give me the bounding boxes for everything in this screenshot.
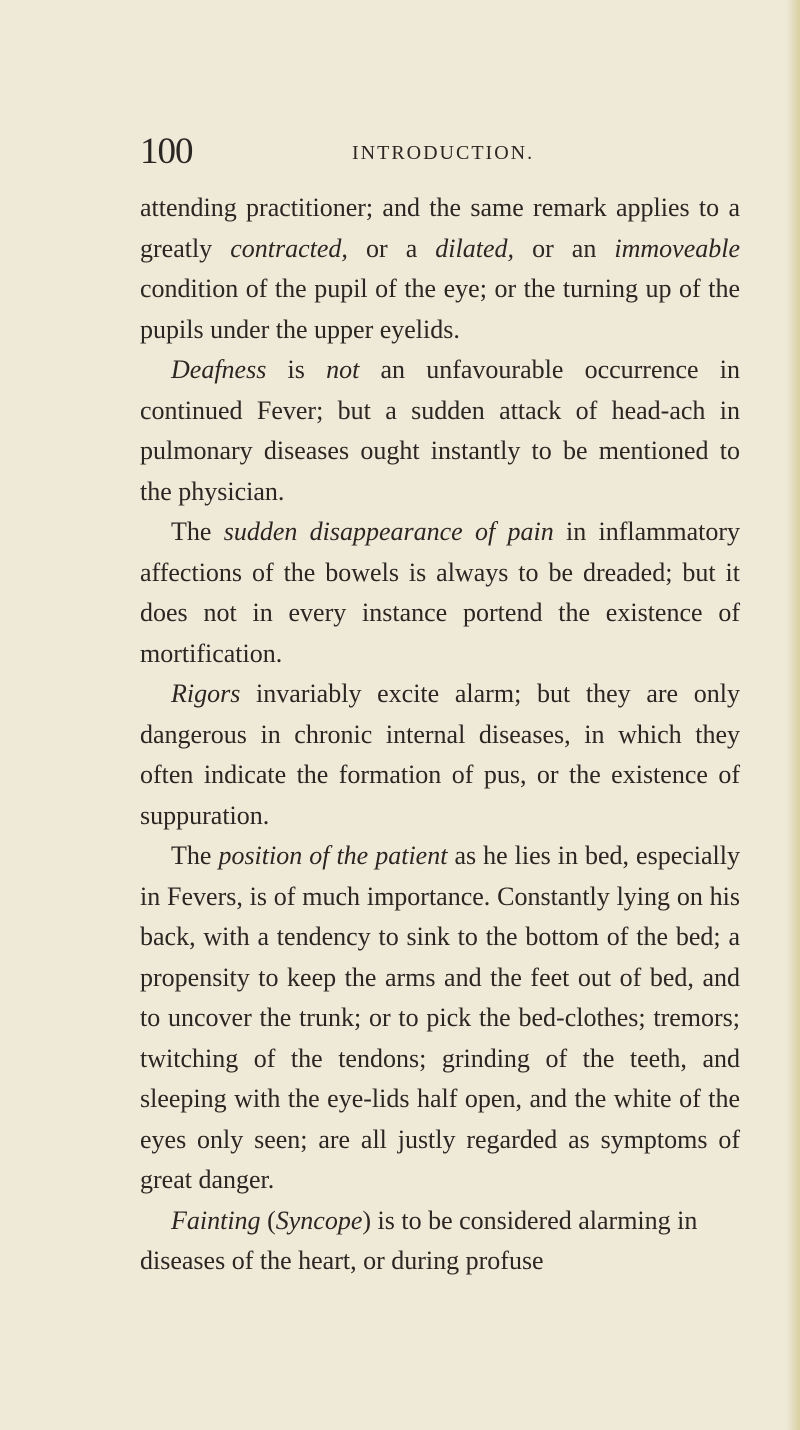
page-edge xyxy=(786,0,800,1430)
paragraph-pupils: attending practitioner; and the same remark applies to a greatly contracted, or a dilated, or an immoveable condition of the pupil of the eye; or the turning up of the pupils under the upper eyelids. xyxy=(140,193,740,344)
paragraph-rigors: Rigors invariably excite alarm; but they are only dangerous in chronic internal diseases, in which they often indicate the formation of pus, or the existence of suppuration. xyxy=(140,679,740,830)
page-number: 100 xyxy=(140,131,193,172)
paragraph-position: The position of the patient as he lies in bed, especially in Fevers, is of much importance. Constantly lying on his back, with a tendency to sink to the bottom of the bed; a propensity to keep the arms and the feet out of bed, and to uncover the trunk; or to pick the bed-clothes; tremors; twitching of the tendons; grinding of the teeth, and sleeping with the eye-lids half open, and the white of the eyes only seen; are all justly regarded as symptoms of great danger. xyxy=(140,841,740,1194)
page-header xyxy=(140,130,740,180)
running-head: INTRODUCTION. xyxy=(352,142,535,164)
body-text xyxy=(140,188,740,1282)
paragraph-fainting: Fainting (Syncope) is to be considered alarming in diseases of the heart, or during profuse xyxy=(140,1205,698,1275)
paragraph-deafness: Deafness is not an unfavourable occurrence in continued Fever; but a sudden attack of head-ach in pulmonary diseases ought instantly to be mentioned to the physician. xyxy=(140,355,740,506)
paragraph-pain: The sudden disappearance of pain in inflammatory affections of the bowels is always to be dreaded; but it does not in every instance portend the existence of mortification. xyxy=(140,517,741,668)
